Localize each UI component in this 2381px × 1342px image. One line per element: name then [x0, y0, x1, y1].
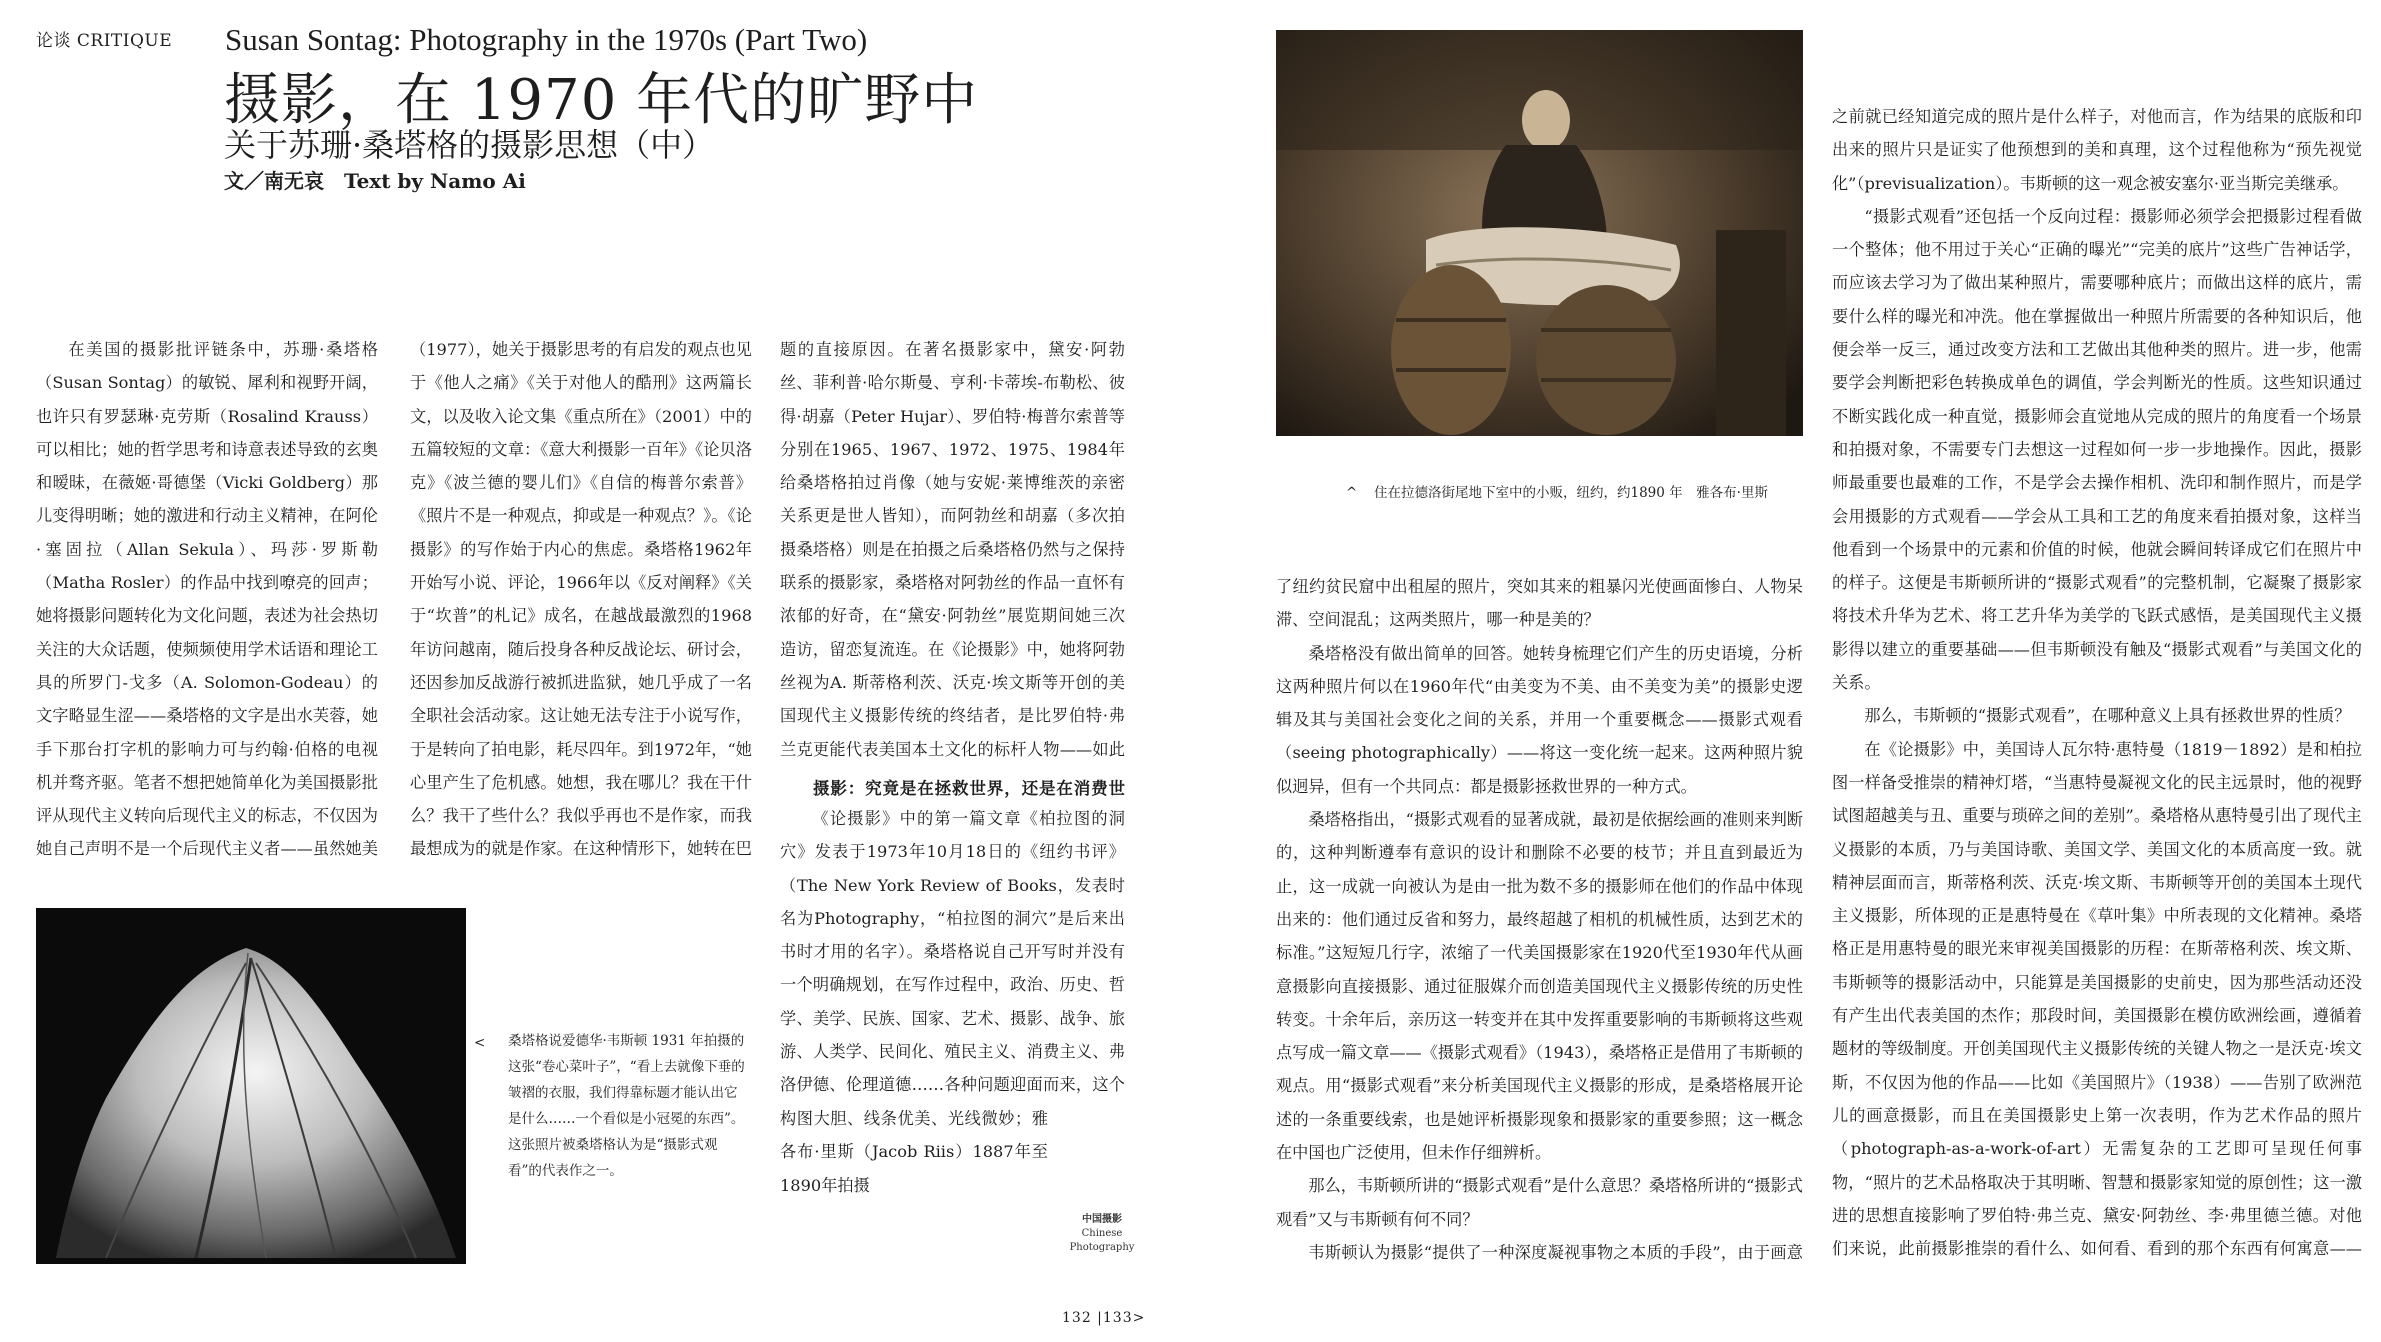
cabbage-photo-caption: 桑塔格说爱德华·韦斯顿 1931 年拍摄的这张“卷心菜叶子”，“看上去就像下垂的皱褶的衣服，我们得靠标题才能认出它是什么……一个看似是小冠冕的东西”。这张照片被桑塔格认为是“摄影式观看”的代表作之一。 [508, 1033, 745, 1179]
magazine-logo [1062, 1213, 1142, 1255]
logo-line: Chinese [1081, 1228, 1123, 1239]
text-column-2 [410, 333, 752, 873]
article-subtitle: 关于苏珊·桑塔格的摄影思想（中） [224, 126, 715, 164]
text-column-3-bottom [780, 802, 1125, 1102]
paragraph: 桑塔格没有做出简单的回答。她转身梳理它们产生的历史语境，分析这两种照片何以在1960年代“由美变为不美、由不美变为美”的摄影史逻辑及其与美国社会变化之间的关系，并用一个重要概念——摄影式观看（seeing photographically）——将这一变化统一起来。这两种照片貌似迥异，但有一个共同点：都是摄影拯救世界的一种方式。 [1276, 643, 1803, 796]
paragraph: 之前就已经知道完成的照片是什么样子，对他而言，作为结果的底版和印出来的照片只是证实了他预想到的美和真理，这个过程他称为“预先视觉化”（previsualization）。韦斯顿的这一观念被安塞尔·亚当斯完美继承。 [1832, 107, 2362, 193]
text-column-3-tail [780, 1102, 1048, 1268]
caption-arrow-up: ^ [1346, 485, 1358, 501]
article-title-english: Susan Sontag: Photography in the 1970s (Part Two) [225, 22, 868, 57]
logo-line: Photography [1069, 1242, 1135, 1253]
text-column-3-top [780, 333, 1125, 763]
paragraph-continued: 构图大胆、线条优美、光线微妙；雅各布·里斯（Jacob Riis）1887年至1890年拍摄 [780, 1109, 1048, 1195]
paragraph: 韦斯顿认为摄影“提供了一种深度凝视事物之本质的手段”，由于画意 [1308, 1242, 1803, 1262]
text-column-5 [1832, 100, 2362, 1270]
article-title-chinese: 摄影，在 1970 年代的旷野中 [224, 68, 979, 133]
paragraph: 那么，韦斯顿的“摄影式观看”，在哪种意义上具有拯救世界的性质？ [1864, 706, 2351, 726]
logo-line: 中国摄影 [1082, 1214, 1122, 1225]
caption-arrow-left: < [474, 1035, 486, 1051]
paragraph: 《论摄影》中的第一篇文章《柏拉图的洞穴》发表于1973年10月18日的《纽约书评》（The New York Review of Books，发表时名为Photography，“柏拉图的洞穴”是后来出书时才用的名字）。桑塔格说自己开写时并没有一个明确规划，在写作过程中，政治、历史、哲学、美学、民族、国家、艺术、摄影、战争、旅游、人类学、民间化、殖民主义、消费主义、弗洛伊德、伦理道德……各种问题迎面而来，这个 [780, 809, 1125, 1095]
riis-photo-caption: 住在拉德洛街尾地下室中的小贩，纽约，约1890 年 雅各布·里斯 [1374, 485, 1768, 501]
text-column-1 [36, 333, 378, 873]
paragraph: “摄影式观看”还包括一个反向过程：摄影师必须学会把摄影过程看做一个整体；他不用过于关心“正确的曝光”“完美的底片”这些广告神话学，而应该去学习为了做出某种照片，需要哪种底片；而做出这样的底片，需要什么样的曝光和冲洗。他在掌握做出一种照片所需要的各种知识后，他便会举一反三，通过改变方法和工艺做出其他种类的照片。进一步，他需要学会判断把彩色转换成单色的调值，学会判断光的性质。这些知识通过不断实践化成一种直觉，摄影师会直觉地从完成的照片的角度看一个场景和拍摄对象，不需要专门去想这一过程如何一步一步地操作。因此，摄影师最重要也最难的工作，不是学会去操作相机、洗印和制作照片，而是学会用摄影的方式观看——学会从工具和工艺的角度来看拍摄对象，这样当他看到一个场景中的元素和价值的时候，他就会瞬间转译成它们在照片中的样子。这便是韦斯顿所讲的“摄影式观看”的完整机制，它凝聚了摄影家将技术升华为艺术、将工艺升华为美学的飞跃式感悟，是美国现代主义摄影得以建立的重要基础——但韦斯顿没有触及“摄影式观看”与美国文化的关系。 [1832, 206, 2362, 693]
cabbage-leaf-photo [36, 908, 466, 1264]
section-heading-block [780, 766, 1125, 802]
section-heading: 摄影：究竟是在拯救世界，还是在消费世 [813, 779, 1125, 798]
section-label: 论谈 CRITIQUE [36, 31, 173, 51]
byline: 文／南无哀 Text by Namo Ai [224, 169, 526, 193]
paragraph: 那么，韦斯顿所讲的“摄影式观看”是什么意思？桑塔格所讲的“摄影式观看”又与韦斯顿有何不同？ [1276, 1176, 1803, 1229]
text-column-4 [1276, 570, 1803, 1270]
riis-peddler-photo [1276, 30, 1803, 436]
paragraph: （1977），她关于摄影思考的有启发的观点也见于《他人之痛》《关于对他人的酷刑》这两篇长文，以及收入论文集《重点所在》（2001）中的五篇较短的文章：《意大利摄影一百年》《论贝洛克》《波兰德的婴儿们》《自信的梅普尔索普》《照片不是一种观点，抑或是一种观点？》。《论摄影》的写作始于内心的焦虑。桑塔格1962年开始写小说、评论，1966年以《反对阐释》《关于“坎普”的札记》成名，在越战最激烈的1968年访问越南，随后投身各种反战论坛、研讨会，还因参加反战游行被抓进监狱，她几乎成了一名全职社会活动家。这让她无法专注于小说写作，于是转向了拍电影，耗尽四年。到1972年，“她心里产生了危机感。她想，我在哪儿？我在干什么？我干了些什么？我似乎再也不是作家，而我最想成为的就是作家。在这种情形下，她转在巴 [410, 340, 752, 859]
paragraph: 在美国的摄影批评链条中，苏珊·桑塔格（Susan Sontag）的敏锐、犀利和视野开阔，也许只有罗瑟琳·克劳斯（Rosalind Krauss）可以相比；她的哲学思考和诗意表述导致的玄奥和暧昧，在薇姬·哥德堡（Vicki Goldberg）那儿变得明晰；她的激进和行动主义精神，在阿伦·塞固拉（Allan Sekula）、玛莎·罗斯勒（Matha Rosler）的作品中找到嘹亮的回声；她将摄影问题转化为文化问题，表述为社会热切关注的大众话题，使频频使用学术话语和理论工具的所罗门-戈多（A. Solomon-Godeau）的文字略显生涩——桑塔格的文字是出水芙蓉，她手下那台打字机的影响力可与约翰·伯格的电视机并骛齐驱。笔者不想把她简单化为美国摄影批评从现代主义转向后现代主义的标志，不仅因为她自己声明不是一个后现代主义者——虽然她美 [36, 340, 378, 859]
paragraph: 在《论摄影》中，美国诗人瓦尔特·惠特曼（1819－1892）是和柏拉图一样备受推崇的精神灯塔，“当惠特曼凝视文化的民主远景时，他的视野试图超越美与丑、重要与琐碎之间的差别”。桑塔格从惠特曼引出了现代主义摄影的本质，乃与美国诗歌、美国文学、美国文化的本质高度一致。就精神层面而言，斯蒂格利茨、沃克·埃文斯、韦斯顿等开创的美国本土现代主义摄影，所体现的正是惠特曼在《草叶集》中所表现的文化精神。桑塔格正是用惠特曼的眼光来审视美国摄影的历程：在斯蒂格利茨、埃文斯、韦斯顿等的摄影活动中，只能算是美国摄影的史前史，因为那些活动还没有产生出代表美国的杰作；那段时间，美国摄影在模仿欧洲绘画，遵循着题材的等级制度。开创美国现代主义摄影传统的关键人物之一是沃克·埃文斯，不仅因为他的作品——比如《美国照片》（1938）——告别了欧洲范儿的画意摄影，而且在美国摄影史上第一次表明，作为艺术作品的照片（photograph-as-a-work-of-art）无需复杂的工艺即可呈现任何事物，“照片的艺术品格取决于其明晰、智慧和摄影家知觉的原创性；这一激进的思想直接影响了罗伯特·弗兰克、黛安·阿勃丝、李·弗里德兰德。对他们来说，此前摄影推崇的看什么、如何看、看到的那个东西有何寓意—— [1832, 739, 2362, 1259]
paragraph: 了纽约贫民窟中出租屋的照片，突如其来的粗暴闪光使画面惨白、人物呆滞、空间混乱；这两类照片，哪一种是美的？ [1276, 577, 1803, 630]
paragraph: 桑塔格指出，“摄影式观看的显著成就，最初是依据绘画的准则来判断的，这种判断遵奉有意识的设计和删除不必要的枝节；并且直到最近为止，这一成就一向被认为是由一批为数不多的摄影师在他们的作品中体现出来的：他们通过反省和努力，最终超越了相机的机械性质，达到艺术的标准。”这短短几行字，浓缩了一代美国摄影家在1920代至1930年代从画意摄影向直接摄影、通过征服媒介而创造美国现代主义摄影传统的历史性转变。十余年后，亲历这一转变并在其中发挥重要影响的韦斯顿将这些观点写成一篇文章——《摄影式观看》（1943），桑塔格正是借用了韦斯顿的观点。用“摄影式观看”来分析美国现代主义摄影的形成，是桑塔格展开论述的一条重要线索，也是她评析摄影现象和摄影家的重要参照；这一概念在中国也广泛使用，但未作仔细辨析。 [1276, 810, 1803, 1163]
paragraph: 题的直接原因。在著名摄影家中，黛安·阿勃丝、菲利普·哈尔斯曼、亨利·卡蒂埃-布勒松、彼得·胡嘉（Peter Hujar）、罗伯特·梅普尔索普等分别在1965、1967、1972、1975、1984年给桑塔格拍过肖像（她与安妮·莱博维茨的亲密关系更是世人皆知），而阿勃丝和胡嘉（多次拍摄桑塔格）则是在拍摄之后桑塔格仍然与之保持联系的摄影家，桑塔格对阿勃丝的作品一直怀有浓郁的好奇，在“黛安·阿勃丝”展览期间她三次造访，留恋复流连。在《论摄影》中，她将阿勃丝视为A. 斯蒂格利茨、沃克·埃文斯等开创的美国现代主义摄影传统的终结者，是比罗伯特·弗兰克更能代表美国本土文化的标杆人物——如此 [780, 340, 1125, 759]
page-numbers: 132 |133> [1062, 1310, 1146, 1326]
